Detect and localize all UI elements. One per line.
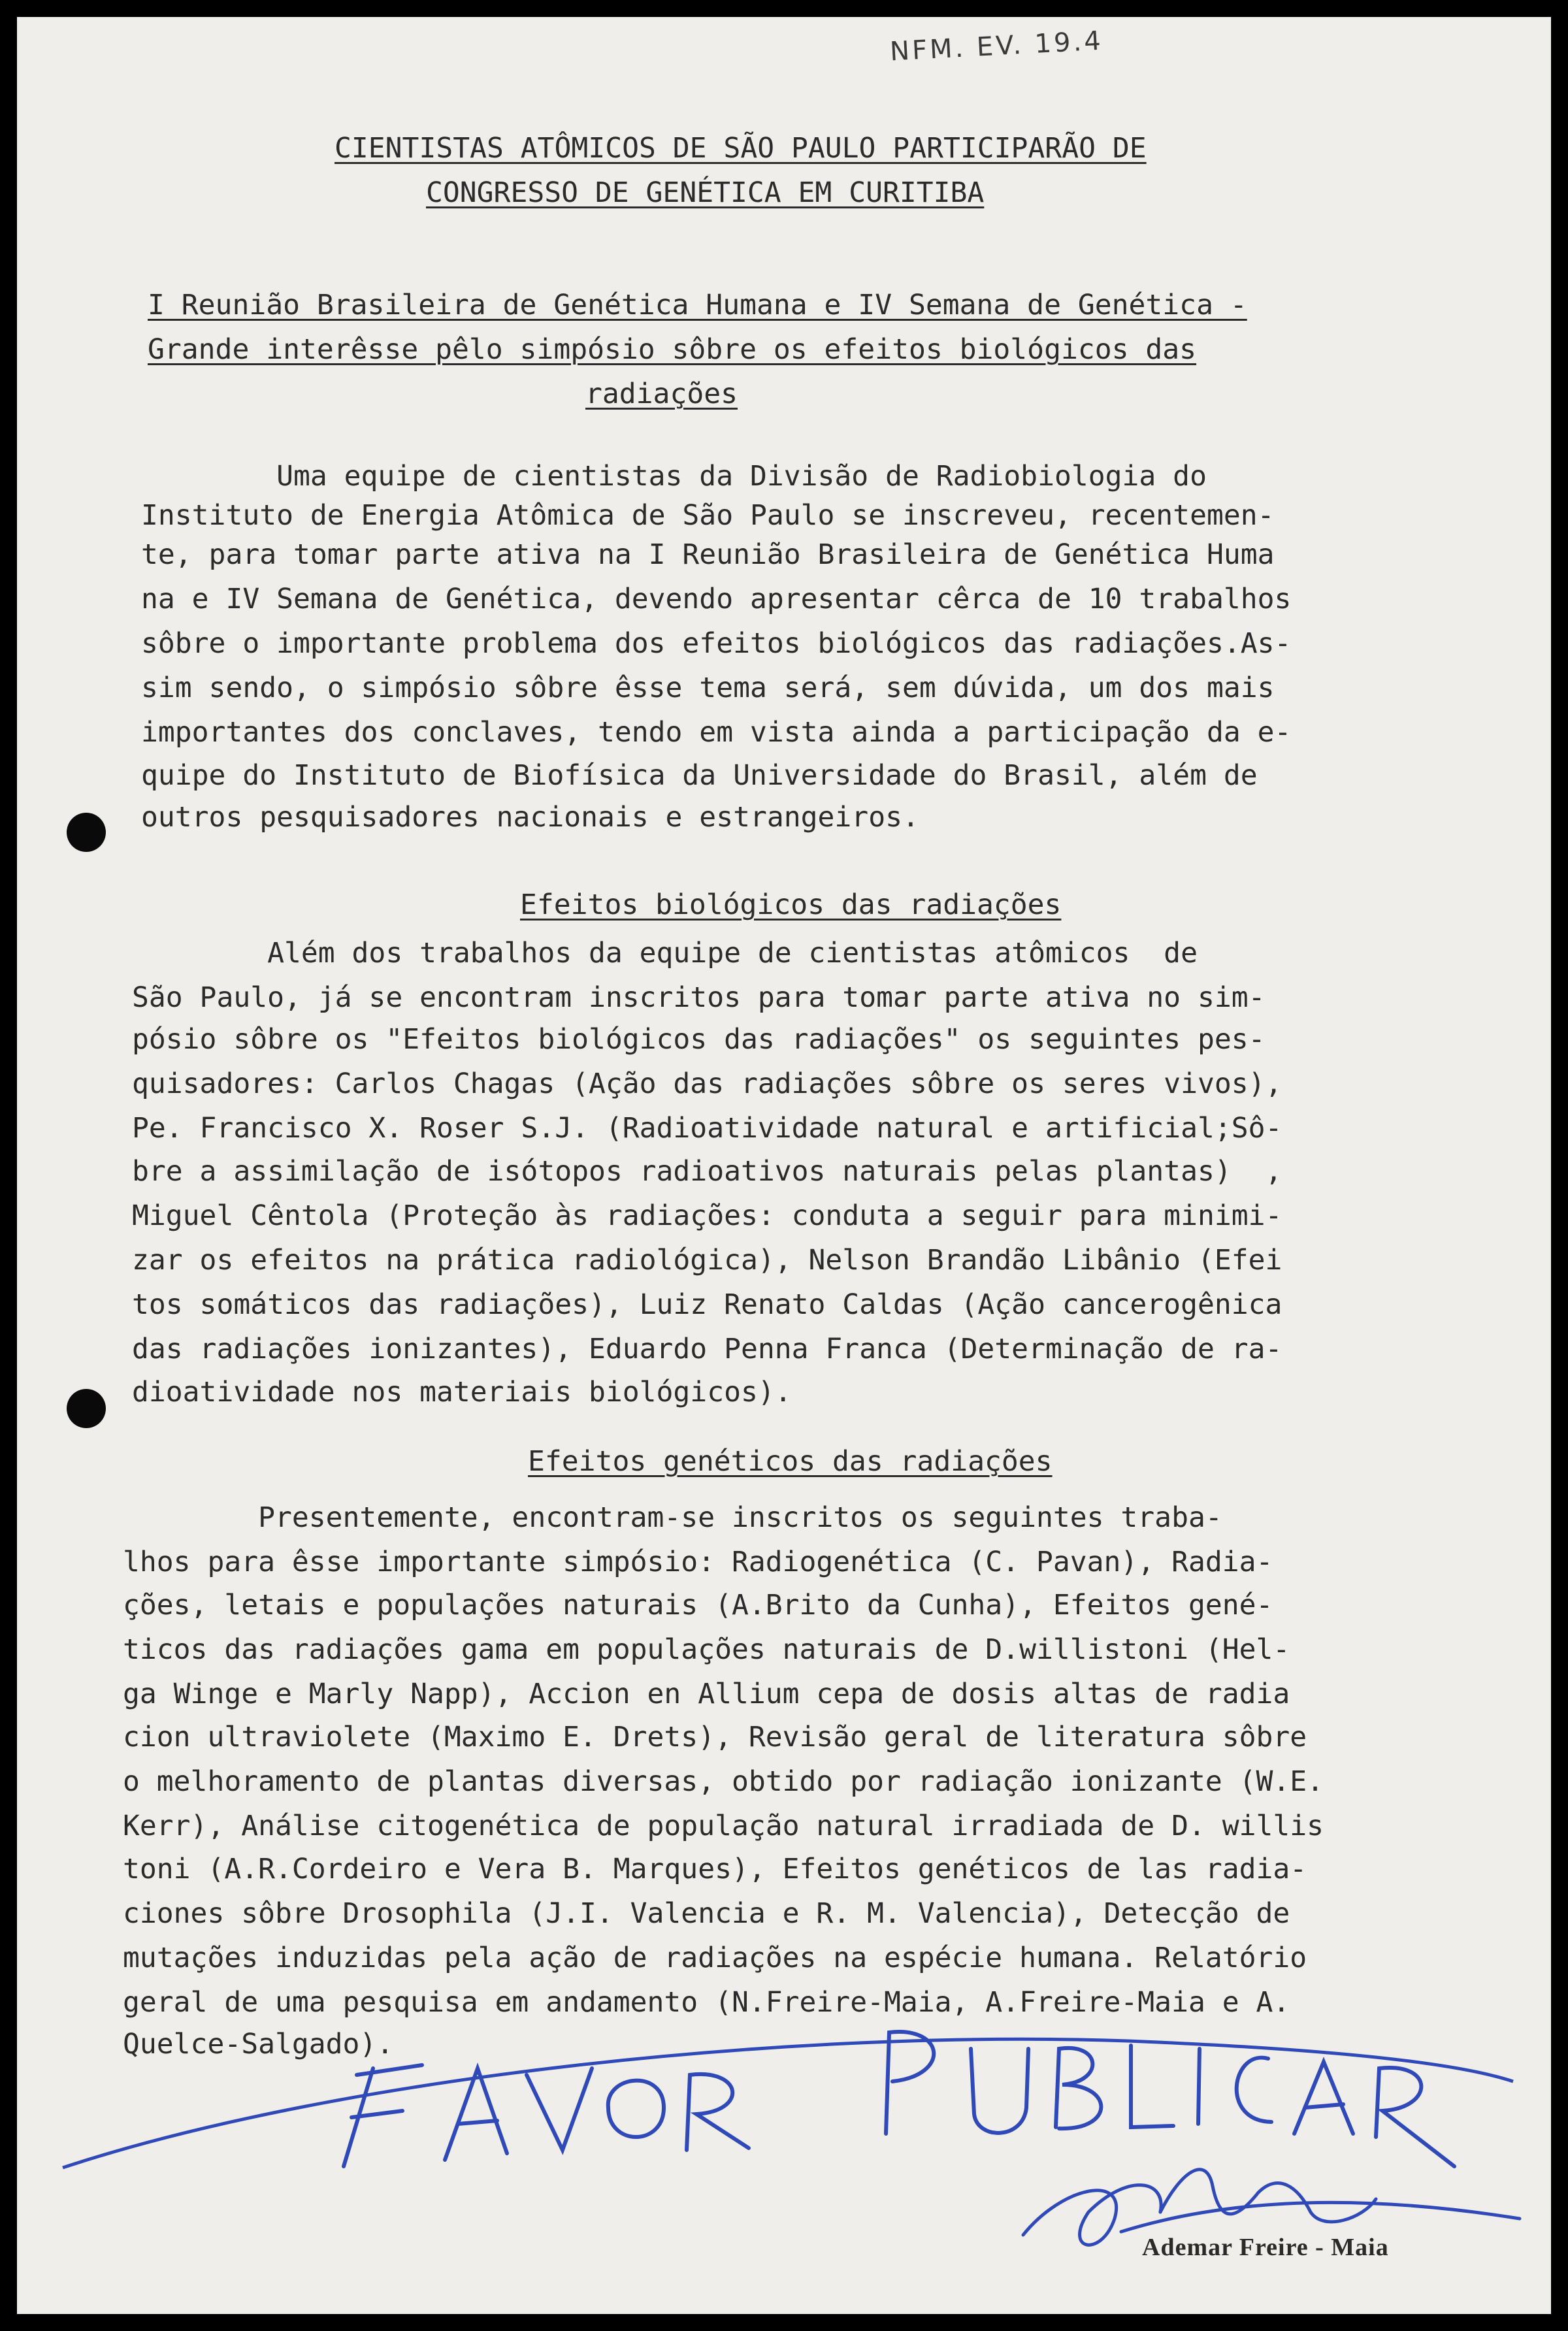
section-heading-genetic: Efeitos genéticos das radiações xyxy=(528,1445,1053,1478)
text-line: tos somáticos das radiações), Luiz Renato Caldas (Ação cancerogênica xyxy=(132,1288,1282,1321)
section-heading-biological: Efeitos biológicos das radiações xyxy=(520,888,1062,921)
text-line: Instituto de Energia Atômica de São Paulo se inscreveu, recentemen- xyxy=(141,499,1275,532)
title-line-1: CIENTISTAS ATÔMICOS DE SÃO PAULO PARTICIPARÃO DE xyxy=(335,132,1147,165)
text-line: dioatividade nos materiais biológicos). xyxy=(132,1376,792,1409)
text-line: quisadores: Carlos Chagas (Ação das radiações sôbre os seres vivos), xyxy=(132,1068,1282,1100)
text-line: das radiações ionizantes), Eduardo Penna Franca (Determinação de ra- xyxy=(132,1333,1282,1365)
punch-hole xyxy=(67,1389,106,1428)
signatory-name: Ademar Freire - Maia xyxy=(1142,2234,1389,2261)
handwritten-favor xyxy=(344,2065,749,2166)
text-line: São Paulo, já se encontram inscritos para tomar parte ativa no sim- xyxy=(132,981,1266,1014)
subtitle-line-1: I Reunião Brasileira de Genética Humana e IV Semana de Genética - xyxy=(148,289,1247,321)
text-line: bre a assimilação de isótopos radioativos naturais pelas plantas) , xyxy=(132,1155,1282,1188)
text-line: ticos das radiações gama em populações naturais de D.willistoni (Hel- xyxy=(123,1633,1290,1666)
text-line: ga Winge e Marly Napp), Accion en Allium cepa de dosis altas de radia xyxy=(123,1678,1290,1710)
subtitle-line-3: radiações xyxy=(585,378,738,410)
text-line: Miguel Cêntola (Proteção às radiações: conduta a seguir para minimi- xyxy=(132,1199,1282,1232)
text-line: zar os efeitos na prática radiológica), Nelson Brandão Libânio (Efei xyxy=(132,1244,1282,1277)
text-line: Quelce-Salgado). xyxy=(123,2028,394,2061)
text-line: sôbre o importante problema dos efeitos biológicos das radiações.As- xyxy=(141,627,1292,660)
handwritten-publicar xyxy=(886,2032,1454,2166)
text-line: Presentemente, encontram-se inscritos os seguintes traba- xyxy=(123,1501,1222,1534)
subtitle-line-2: Grande interêsse pêlo simpósio sôbre os efeitos biológicos das xyxy=(148,333,1197,366)
text-line: na e IV Semana de Genética, devendo apresentar cêrca de 10 trabalhos xyxy=(141,583,1292,615)
text-line: geral de uma pesquisa em andamento (N.Freire-Maia, A.Freire-Maia e A. xyxy=(123,1986,1290,2019)
text-line: Uma equipe de cientistas da Divisão de Radiobiologia do xyxy=(141,460,1207,493)
punch-hole xyxy=(67,813,106,852)
text-line: Pe. Francisco X. Roser S.J. (Radioatividade natural e artificial;Sô- xyxy=(132,1112,1282,1145)
text-line: importantes dos conclaves, tendo em vista ainda a participação da e- xyxy=(141,716,1292,749)
text-line: lhos para êsse importante simpósio: Radiogenética (C. Pavan), Radia- xyxy=(123,1546,1273,1578)
text-line: outros pesquisadores nacionais e estrangeiros. xyxy=(141,801,919,834)
text-line: ciones sôbre Drosophila (J.I. Valencia e R. M. Valencia), Detecção de xyxy=(123,1897,1290,1930)
text-line: quipe do Instituto de Biofísica da Universidade do Brasil, além de xyxy=(141,759,1258,792)
text-line: toni (A.R.Cordeiro e Vera B. Marques), Efeitos genéticos de las radia- xyxy=(123,1853,1307,1885)
text-line: cion ultraviolete (Maximo E. Drets), Revisão geral de literatura sôbre xyxy=(123,1721,1307,1753)
text-line: pósio sôbre os "Efeitos biológicos das radiações" os seguintes pes- xyxy=(132,1023,1266,1056)
document-page xyxy=(17,17,1551,2314)
text-line: Além dos trabalhos da equipe de cientistas atômicos de xyxy=(132,937,1198,970)
archive-code: NFM. EV. 19.4 xyxy=(889,25,1104,67)
text-line: mutações induzidas pela ação de radiações na espécie humana. Relatório xyxy=(123,1942,1307,1974)
text-line: te, para tomar parte ativa na I Reunião Brasileira de Genética Huma xyxy=(141,538,1275,571)
text-line: ções, letais e populações naturais (A.Brito da Cunha), Efeitos gené- xyxy=(123,1589,1273,1622)
text-line: sim sendo, o simpósio sôbre êsse tema será, sem dúvida, um dos mais xyxy=(141,672,1275,704)
text-line: o melhoramento de plantas diversas, obtido por radiação ionizante (W.E. xyxy=(123,1765,1324,1798)
text-line: Kerr), Análise citogenética de população natural irradiada de D. willis xyxy=(123,1810,1324,1842)
title-line-2: CONGRESSO DE GENÉTICA EM CURITIBA xyxy=(426,176,985,209)
